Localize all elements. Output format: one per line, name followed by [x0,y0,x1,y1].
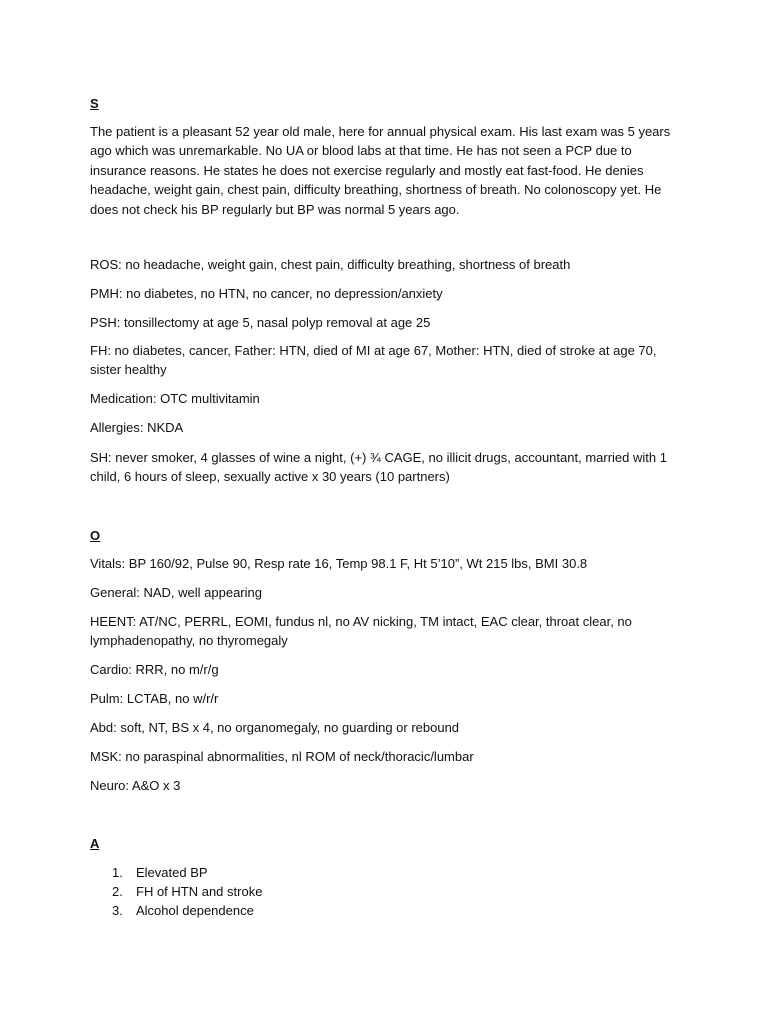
pmh-line: PMH: no diabetes, no HTN, no cancer, no depression/anxiety [90,286,443,301]
assessment-heading: A [90,836,100,851]
pulm-line: Pulm: LCTAB, no w/r/r [90,691,219,706]
assessment-item-number: 2. [112,884,123,899]
medication-line: Medication: OTC multivitamin [90,391,260,406]
psh-line: PSH: tonsillectomy at age 5, nasal polyp removal at age 25 [90,315,431,330]
general-line: General: NAD, well appearing [90,585,262,600]
cardio-line: Cardio: RRR, no m/r/g [90,662,219,677]
assessment-item-text: FH of HTN and stroke [136,884,263,899]
fh-line: FH: no diabetes, cancer, Father: HTN, died of MI at age 67, Mother: HTN, died of stroke at age 70, sister healthy [90,343,657,377]
assessment-item-text: Alcohol dependence [136,903,254,918]
sh-line: SH: never smoker, 4 glasses of wine a night, (+) ¾ CAGE, no illicit drugs, accountant, married with 1 child, 6 hours of sleep, sexually active x 30 years (10 partners) [90,450,667,484]
allergies-line: Allergies: NKDA [90,420,184,435]
heent-line: HEENT: AT/NC, PERRL, EOMI, fundus nl, no AV nicking, TM intact, EAC clear, throat clear, no lymphadenopathy, no thyromegaly [90,614,632,648]
subjective-paragraph: The patient is a pleasant 52 year old male, here for annual physical exam. His last exam was 5 years ago which was unremarkable. No UA or blood labs at that time. He has not seen a PCP due to insurance reasons. He states he does not exercise regularly and mostly eat fast-food. He denies headache, weight gain, chest pain, difficulty breathing, shortness of breath. No colonoscopy yet. He does not check his BP regularly but BP was normal 5 years ago. [90,124,671,217]
abd-line: Abd: soft, NT, BS x 4, no organomegaly, no guarding or rebound [90,720,460,735]
vitals-line: Vitals: BP 160/92, Pulse 90, Resp rate 16, Temp 98.1 F, Ht 5’10”, Wt 215 lbs, BMI 30.8 [90,556,588,571]
neuro-line: Neuro: A&O x 3 [90,778,181,793]
assessment-item-number: 1. [112,865,123,880]
subjective-heading: S [90,96,99,111]
ros-line: ROS: no headache, weight gain, chest pain, difficulty breathing, shortness of breath [90,257,571,272]
assessment-item-number: 3. [112,903,123,918]
msk-line: MSK: no paraspinal abnormalities, nl ROM of neck/thoracic/lumbar [90,749,474,764]
objective-heading: O [90,528,101,543]
assessment-item-text: Elevated BP [136,865,208,880]
